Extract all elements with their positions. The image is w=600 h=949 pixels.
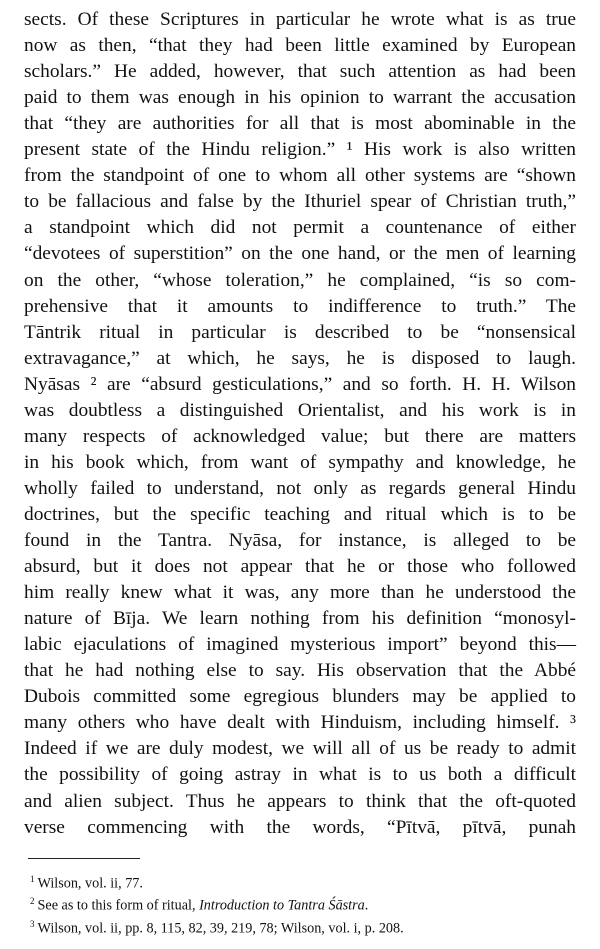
text-line: paid to them was enough in his opinion to warrant the accusation <box>24 87 576 109</box>
text-line: the possibility of going astray in what is to us both a difficult <box>24 764 576 786</box>
text-line: absurd, but it does not appear that he or those who followed <box>24 556 576 578</box>
text-line: present state of the Hindu religion.” ¹ His work is also written <box>24 139 576 161</box>
text-line: labic ejaculations of imagined mysterious import” beyond this— <box>24 634 576 656</box>
text-line: doctrines, but the specific teaching and ritual which is to be <box>24 503 576 525</box>
footnote-end: . <box>364 897 369 914</box>
text-line: many others who have dealt with Hinduism, including himself. ³ <box>24 712 576 734</box>
footnote-title: Introduction to Tantra Śāstra <box>199 897 365 914</box>
text-line: that “they are authorities for all that is most abominable in the <box>24 113 576 135</box>
footnote-text: Wilson, vol. ii, pp. 8, 115, 82, 39, 219, 78; Wilson, vol. i, p. 208. <box>37 920 404 937</box>
text-line: verse commencing with the words, “Pītvā, pītvā, punah <box>24 816 576 838</box>
footnote <box>30 870 590 892</box>
footnote-divider <box>28 858 140 859</box>
text-line: now as then, “that they had been little examined by European <box>24 35 576 57</box>
text-line: in his book which, from want of sympathy and knowledge, he <box>24 451 576 473</box>
text-line: him really knew what it was, any more than he understood the <box>24 582 576 604</box>
footnote <box>30 892 590 914</box>
text-line: prehensive that it amounts to indifference to truth.” The <box>24 295 576 317</box>
text-line: Indeed if we are duly modest, we will all of us be ready to admit <box>24 738 576 760</box>
text-line: and alien subject. Thus he appears to think that the oft-quoted <box>24 790 576 812</box>
footnote-mark: 1 <box>30 874 35 884</box>
text-line: a standpoint which did not permit a countenance of either <box>24 217 576 239</box>
text-line: extravagance,” at which, he says, he is disposed to laugh. <box>24 347 576 369</box>
text-line: nature of Bīja. We learn nothing from his definition “monosyl- <box>24 608 576 630</box>
text-line: “devotees of superstition” on the one hand, or the men of learning <box>24 243 576 265</box>
footnote-text: Wilson, vol. ii, 77. <box>37 875 143 892</box>
text-line: on the other, “whose toleration,” he complained, “is so com- <box>24 269 576 291</box>
text-line: from the standpoint of one to whom all other systems are “shown <box>24 165 576 187</box>
footnote-mark: 3 <box>30 919 35 929</box>
text-line: Dubois committed some egregious blunders may be applied to <box>24 686 576 708</box>
text-line: was doubtless a distinguished Orientalist, and his work is in <box>24 399 576 421</box>
text-line: to be fallacious and false by the Ithuriel spear of Christian truth,” <box>24 191 576 213</box>
text-line: Tāntrik ritual in particular is described to be “nonsensical <box>24 321 576 343</box>
text-line: sects. Of these Scriptures in particular he wrote what is as true <box>24 9 576 30</box>
footnote-mark: 2 <box>30 896 35 906</box>
footnote <box>30 915 590 937</box>
text-line: scholars.” He added, however, that such attention as had been <box>24 61 576 83</box>
text-line: many respects of acknowledged value; but there are matters <box>24 425 576 447</box>
text-line: found in the Tantra. Nyāsa, for instance, is alleged to be <box>24 530 576 551</box>
text-line: Nyāsas ² are “absurd gesticulations,” and so forth. H. H. Wilson <box>24 373 576 395</box>
text-line: that he had nothing else to say. His observation that the Abbé <box>24 660 576 682</box>
text-line: wholly failed to understand, not only as regards general Hindu <box>24 477 576 499</box>
footnote-text: See as to this form of ritual, <box>37 897 200 914</box>
